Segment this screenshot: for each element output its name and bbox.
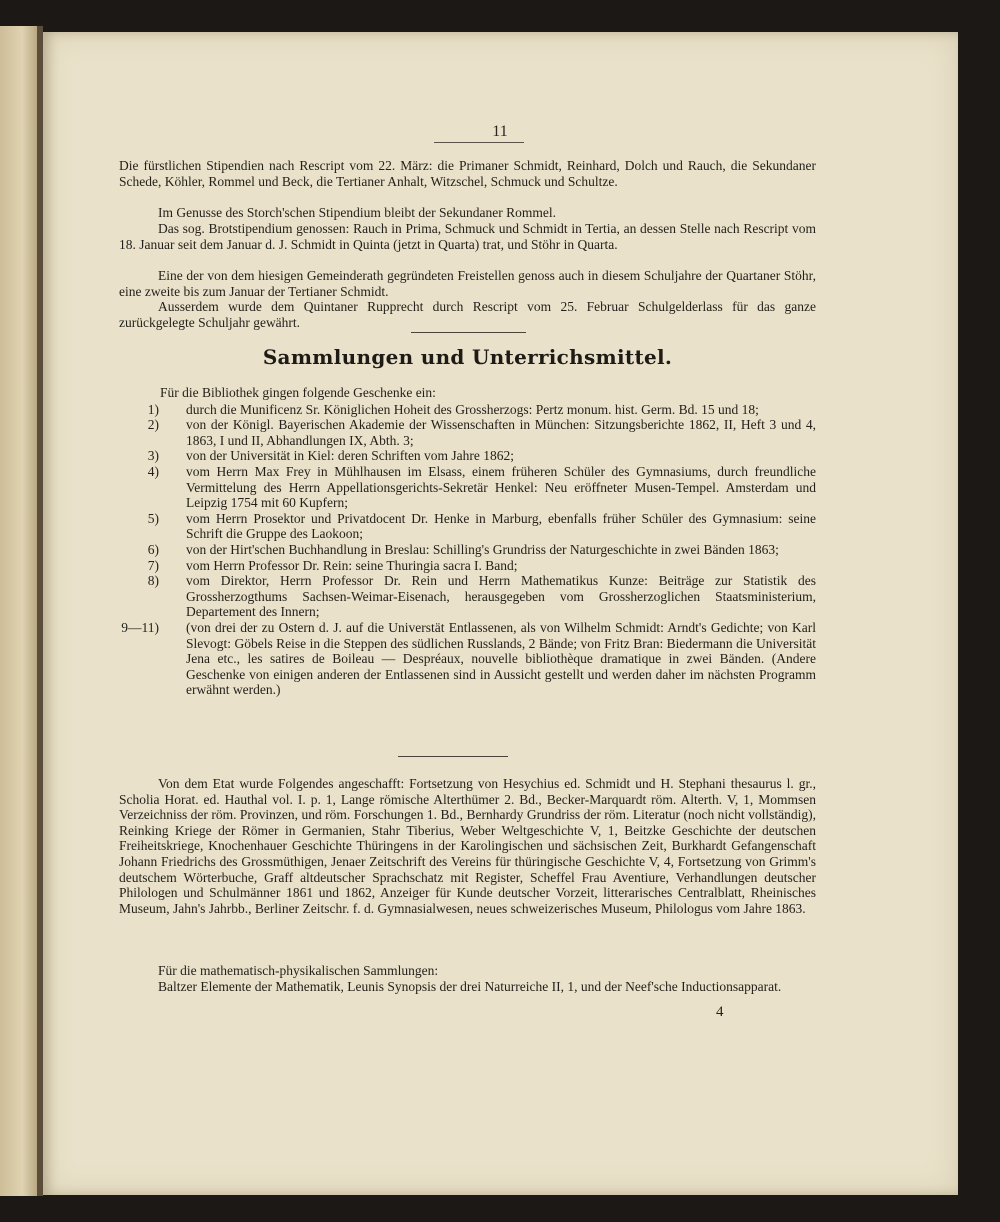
stipend-paragraph: Das sog. Brotstipendium genossen: Rauch in Prima, Schmuck und Schmidt in Tertia, an dessen Stelle nach Rescript vom 18. Januar seit dem Januar d. J. Schmidt in Quinta (jetzt in Quarta) trat, und Stöhr in Quarta.: [119, 221, 816, 252]
math-collections-intro: Für die mathematisch-physikalischen Sammlungen:: [158, 963, 439, 978]
item-text: vom Herrn Max Frey in Mühlhausen im Elsass, einem früheren Schüler des Gymnasiums, durch freundliche Vermittelung des Herrn Appellationsgerichts-Sekretär Henkel: Neu eröffneter Musen-Tempel. Amsterdam und Leipzig 1754 mit 60 Kupfern;: [186, 463, 816, 511]
item-number: 9—11): [121, 619, 159, 635]
item-number: 3): [147, 448, 159, 464]
list-item: [119, 402, 816, 418]
list-item: [119, 573, 816, 620]
signature-mark: 4: [716, 1004, 724, 1020]
section-divider: [411, 332, 526, 333]
item-text: durch die Munificenz Sr. Königlichen Hoheit des Grossherzogs: Pertz monum. hist. Germ. Bd. 15 und 18;: [186, 401, 759, 417]
math-collections-paragraph: Baltzer Elemente der Mathematik, Leunis Synopsis der drei Naturreiche II, 1, und der Neef'sche Inductionsapparat.: [158, 979, 782, 994]
list-item: [119, 464, 816, 511]
item-number: 4): [147, 463, 159, 479]
list-intro: Für die Bibliothek gingen folgende Geschenke ein:: [160, 385, 436, 400]
section-heading: Sammlungen und Unterrichsmittel.: [262, 345, 673, 369]
item-number: 1): [147, 401, 159, 417]
list-item: [119, 448, 816, 464]
item-text: (von drei der zu Ostern d. J. auf die Universtät Entlassenen, als von Wilhelm Schmidt: Arndt's Gedichte; von Karl Slevogt: Göbels Reise in die Steppen des südlichen Russlands, 2 Bände; von Fritz Bran: Biedermann die Universität Jena etc., les satires de Boileau — Despréaux, nouvelle bibliothèque dramatique in zwei Bänden. (Andere Geschenke von einigen anderen der Entlassenen sind in Aussicht gestellt und werden daher im nächsten Programm erwähnt werden.): [186, 619, 816, 698]
list-item: [119, 542, 816, 558]
item-number: 6): [147, 541, 159, 557]
stipend-paragraph: Die fürstlichen Stipendien nach Rescript vom 22. März: die Primaner Schmidt, Reinhard, Dolch und Rauch, die Sekundaner Schede, Köhler, Rommel und Beck, die Tertianer Anhalt, Witzschel, Schmuck und Schultze.: [119, 158, 816, 189]
item-number: 5): [147, 510, 159, 526]
item-text: von der Universität in Kiel: deren Schriften vom Jahre 1862;: [186, 448, 515, 464]
item-text: vom Herrn Professor Dr. Rein: seine Thuringia sacra I. Band;: [186, 557, 518, 573]
acquisitions-paragraph: Von dem Etat wurde Folgendes angeschafft: Fortsetzung von Hesychius ed. Schmidt und H. Stephani thesaurus l. gr., Scholia Horat. ed. Hauthal vol. I. p. 1, Lange römische Alterthümer 2. Bd., Becker-Marquardt röm. Alterth. V, 1, Mommsen Verzeichniss der röm. Provinzen, und röm. Forschungen 1. Bd., Bernhardy Grundriss der röm. Literatur (noch nicht vollständig), Reinking Kriege der Römer in Germanien, Stahr Tiberius, Weber Weltgeschichte V, 1, Beitzke Geschichte der deutschen Freiheitskriege, Knochenhauer Geschichte Thüringens in der Karolingischen und sächsischen Zeit, Burkhardt Gefangenschaft Johann Friedrichs des Grossmüthigen, Jenaer Zeitschrift des Vereins für thüringische Geschichte V, 4, Fortsetzung von Grimm's deutschem Wörterbuche, Graff altdeutscher Sprachschatz mit Register, Scheffel Frau Aventiure, Verhandlungen deutscher Philologen und Schulmänner 1861 und 1862, Anzeiger für Kunde deutscher Vorzeit, litterarisches Centralblatt, Rheinisches Museum, Jahn's Jahrbb., Berliner Zeitschr. f. d. Gymnasialwesen, neues schweizerisches Museum, Philologus vom Jahre 1863.: [119, 776, 816, 916]
previous-page-edge: [0, 26, 37, 1196]
page-number: 11: [492, 123, 508, 140]
stipend-paragraph: Im Genusse des Storch'schen Stipendium bleibt der Sekundaner Rommel.: [158, 205, 556, 220]
list-item: [119, 620, 816, 698]
item-number: 7): [147, 557, 159, 573]
list-item: [119, 511, 816, 542]
donation-list: [119, 385, 816, 698]
stipend-paragraph: Ausserdem wurde dem Quintaner Rupprecht durch Rescript vom 25. Februar Schulgelderlass für das ganze zurückgelegte Schuljahr gewährt.: [119, 299, 816, 330]
item-number: 8): [147, 573, 159, 589]
stipend-paragraph: Eine der von dem hiesigen Gemeinderath gegründeten Freistellen genoss auch in diesem Schuljahre der Quartaner Stöhr, eine zweite bis zum Januar der Tertianer Schmidt.: [119, 268, 816, 299]
item-number: 2): [147, 417, 159, 433]
item-text: von der Königl. Bayerischen Akademie der Wissenschaften in München: Sitzungsberichte 1862, II, Heft 3 und 4, 1863, I und II, Abhandlungen IX, Abth. 3;: [186, 417, 816, 448]
item-text: von der Hirt'schen Buchhandlung in Breslau: Schilling's Grundriss der Naturgeschichte in zwei Bänden 1863;: [186, 541, 779, 557]
page-number-rule: [434, 142, 524, 143]
list-item: [119, 558, 816, 574]
section-divider: [398, 756, 508, 757]
item-text: vom Herrn Prosektor und Privatdocent Dr. Henke in Marburg, ebenfalls früher Schüler des Gymnasium: seine Schrift die Gruppe des Laokoon;: [186, 510, 816, 542]
item-text: vom Direktor, Herrn Professor Dr. Rein und Herrn Mathematikus Kunze: Beiträge zur Statistik des Grossherzogthums Sachsen-Weimar-Eisenach, herausgegeben vom Grossherzoglichen Staatsministerium, Departement des Innern;: [186, 573, 816, 620]
list-item: [119, 417, 816, 448]
